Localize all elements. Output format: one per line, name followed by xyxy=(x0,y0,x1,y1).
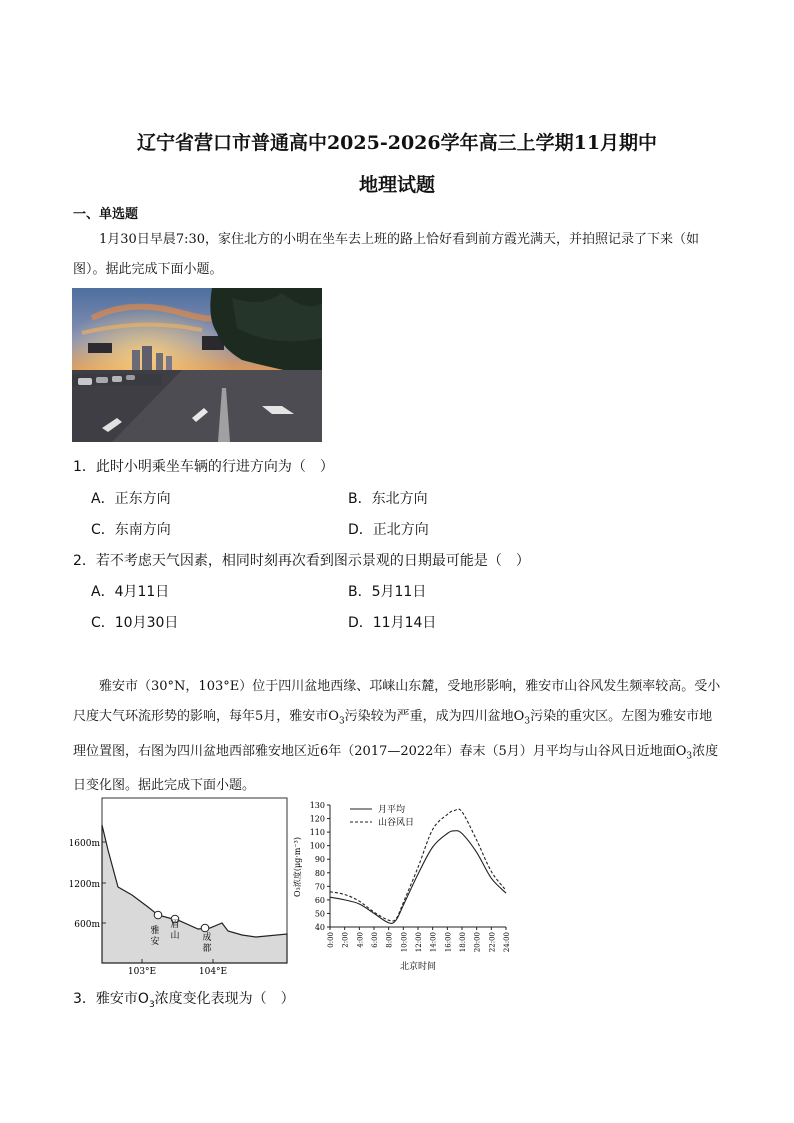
map-y-label-600: 600m xyxy=(74,920,100,930)
section-heading: 一、单选题 xyxy=(73,207,139,222)
y-tick-label: 130 xyxy=(309,801,325,810)
sunrise-road-photo xyxy=(72,288,322,442)
page-subtitle: 地理试题 xyxy=(358,174,435,196)
yaan-label-2: 安 xyxy=(150,937,160,947)
q1-option-b: B．东北方向 xyxy=(348,491,428,507)
q2-option-d: D．11月14日 xyxy=(348,615,437,631)
chart-y-axis-label: O₃浓度(μg·m⁻³) xyxy=(293,837,302,897)
x-tick-label: 12:00 xyxy=(415,932,423,953)
chengdu-label-2: 都 xyxy=(202,944,212,954)
chengdu-label-1: 成 xyxy=(202,933,212,943)
y-tick-label: 70 xyxy=(314,882,325,892)
y-tick-label: 110 xyxy=(309,828,325,838)
y-tick-label: 90 xyxy=(314,855,325,865)
x-tick-label: 0:00 xyxy=(327,932,335,948)
map-x-label-104e: 104°E xyxy=(198,967,228,977)
x-tick-label: 6:00 xyxy=(371,932,379,948)
y-tick-label: 40 xyxy=(314,923,325,932)
chart-x-axis-label: 北京时间 xyxy=(399,962,437,972)
x-tick-label: 20:00 xyxy=(473,932,482,953)
o3-chart xyxy=(292,797,522,977)
x-tick-label: 10:00 xyxy=(400,932,409,953)
q2-option-a: A．4月11日 xyxy=(91,584,170,600)
yaan-marker xyxy=(154,911,162,919)
x-tick-label: 2:00 xyxy=(341,932,350,948)
passage-1: 1月30日早晨7:30，家住北方的小明在坐车去上班的路上恰好看到前方霞光满天，并拍照记录了下来（如图）。据此完成下面小题。 xyxy=(73,232,700,277)
y-tick-label: 60 xyxy=(314,895,325,905)
yaan-label-1: 雅 xyxy=(150,926,160,936)
chengdu-marker xyxy=(201,924,209,932)
x-tick-label: 16:00 xyxy=(444,932,453,953)
y-tick-label: 50 xyxy=(314,909,325,919)
q1-option-a: A．正东方向 xyxy=(91,491,171,507)
series-line-monthly-average xyxy=(330,831,506,924)
y-tick-label: 120 xyxy=(309,814,325,824)
x-tick-label: 8:00 xyxy=(385,932,394,948)
page-title: 辽宁省营口市普通高中2025-2026学年高三上学期11月期中 xyxy=(136,132,658,154)
question-2-stem: 2．若不考虑天气因素，相同时刻再次看到图示景观的日期最可能是（ ） xyxy=(73,553,530,569)
x-tick-label: 24:00 xyxy=(503,932,511,953)
meishan-label-2: 山 xyxy=(170,931,180,941)
map-y-label-1600: 1600m xyxy=(70,839,100,849)
x-tick-label: 18:00 xyxy=(459,932,467,953)
x-tick-label: 14:00 xyxy=(429,932,438,953)
series-line-valley-wind-day xyxy=(330,809,506,921)
legend-label-valley-wind: 山谷风日 xyxy=(378,818,415,828)
y-tick-label: 100 xyxy=(309,841,325,851)
map-x-label-103e: 103°E xyxy=(127,967,157,977)
yaan-location-map xyxy=(70,795,290,985)
question-3-stem: 3．雅安市$O_3$浓度变化表现为（ ） xyxy=(73,991,295,1010)
q2-option-b: B．5月11日 xyxy=(348,584,427,600)
y-tick-label: 80 xyxy=(314,868,325,878)
q2-option-c: C．10月30日 xyxy=(91,615,179,631)
x-tick-label: 4:00 xyxy=(356,932,365,948)
meishan-label-1: 眉 xyxy=(170,920,180,930)
question-1-stem: 1．此时小明乘坐车辆的行进方向为（ ） xyxy=(73,459,334,475)
q1-option-c: C．东南方向 xyxy=(91,522,171,538)
x-tick-label: 22:00 xyxy=(488,932,497,953)
map-y-label-1200: 1200m xyxy=(70,880,100,890)
q1-option-d: D．正北方向 xyxy=(348,522,429,538)
legend-label-monthly: 月平均 xyxy=(378,805,406,815)
passage-2: 雅安市（30°N，103°E）位于四川盆地西缘、邛崃山东麓，受地形影响，雅安市山谷风发生频率较高。受小尺度大气环流形势的影响，每年5月，雅安市$O_3$污染较为严重，成为四川盆地$O_3$污染的重灾区。左图为雅安市地理位置图，右图为四川盆地西部雅安地区近6年（2017—2022年）春末（5月）月平均与山谷风日近地面$O_3$浓度日变化图。据此完成下面小题。 xyxy=(73,679,721,794)
